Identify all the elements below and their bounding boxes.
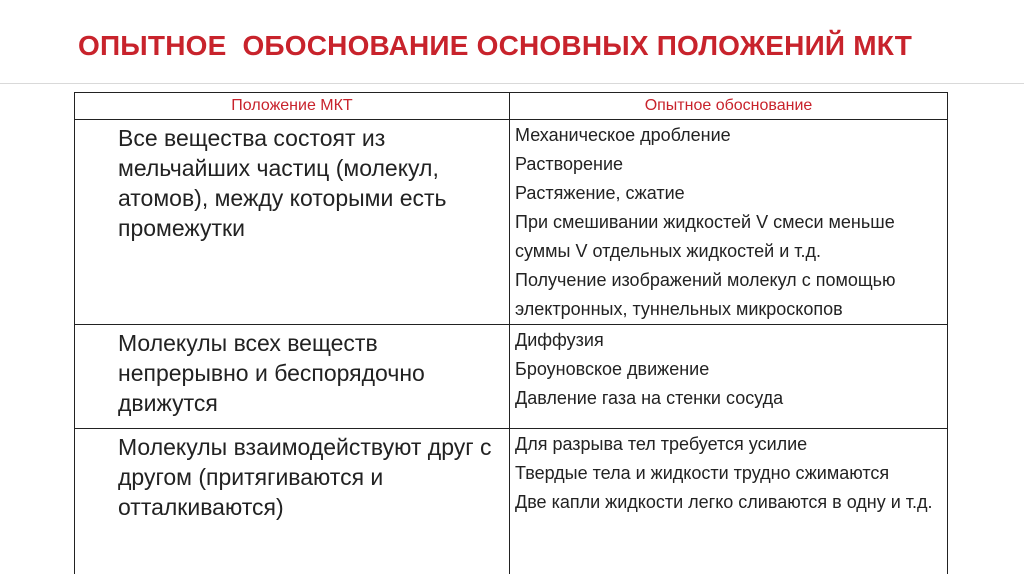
evidence-item: Твердые тела и жидкости трудно сжимаются — [515, 463, 890, 483]
evidence-cell — [510, 429, 948, 574]
table-row — [75, 325, 948, 429]
evidence-item: Давление газа на стенки сосуда — [515, 388, 784, 408]
evidence-item: Растворение — [515, 154, 624, 174]
evidence-item: Механическое дробление — [515, 125, 731, 145]
evidence-item: При смешивании жидкостей V смеси меньше суммы V отдельных жидкостей и т.д. — [515, 212, 895, 261]
evidence-item: Диффузия — [515, 330, 604, 350]
position-cell: Молекулы всех веществ непрерывно и беспорядочно движутся — [75, 325, 510, 429]
mkt-table — [74, 92, 948, 574]
position-cell: Все вещества состоят из мельчайших частиц (молекул, атомов), между которыми есть промежутки — [75, 120, 510, 325]
evidence-item: Получение изображений молекул с помощью электронных, туннельных микроскопов — [515, 270, 896, 319]
header-position: Положение МКТ — [75, 93, 510, 120]
position-cell: Молекулы взаимодействуют друг с другом (притягиваются и отталкиваются) — [75, 429, 510, 574]
table-header-row — [75, 93, 948, 120]
header-evidence: Опытное обоснование — [510, 93, 948, 120]
evidence-item: Броуновское движение — [515, 359, 710, 379]
evidence-item: Две капли жидкости легко сливаются в одну и т.д. — [515, 492, 933, 512]
table-row — [75, 120, 948, 325]
evidence-item: Для разрыва тел требуется усилие — [515, 434, 808, 454]
evidence-cell — [510, 325, 948, 429]
evidence-item: Растяжение, сжатие — [515, 183, 685, 203]
title-divider — [0, 83, 1024, 84]
page-title: ОПЫТНОЕ ОБОСНОВАНИЕ ОСНОВНЫХ ПОЛОЖЕНИЙ МКТ — [78, 30, 913, 61]
table-row — [75, 429, 948, 574]
evidence-cell — [510, 120, 948, 325]
